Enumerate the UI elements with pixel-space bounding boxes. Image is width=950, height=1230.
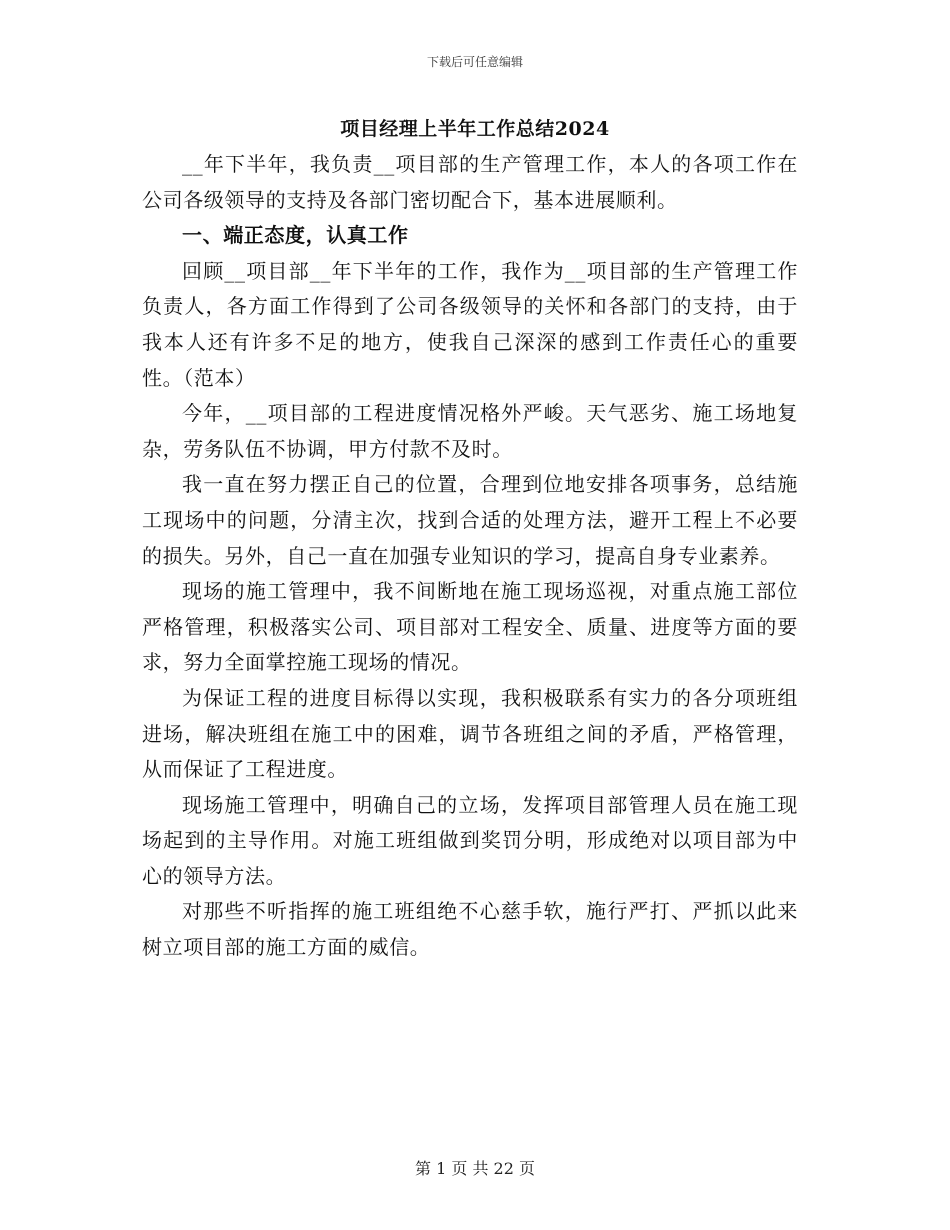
paragraph-progress: 今年，__项目部的工程进度情况格外严峻。天气恶劣、施工场地复杂，劳务队伍不协调，甲方付款不及时。 [142,401,798,461]
section-heading-1: 一、端正态度，认真工作 [182,223,409,248]
paragraph-position: 我一直在努力摆正自己的位置，合理到位地安排各项事务，总结施工现场中的问题，分清主次，找到合适的处理方法，避开工程上不必要的损失。另外，自己一直在加强专业知识的学习，提高自身专业素养。 [142,472,798,568]
page-number: 第 1 页 共 22 页 [415,1159,535,1178]
paragraph-site-management: 现场的施工管理中，我不间断地在施工现场巡视，对重点施工部位严格管理，积极落实公司、项目部对工程安全、质量、进度等方面的要求，努力全面掌控施工现场的情况。 [142,579,798,675]
paragraph-intro: __年下半年，我负责__项目部的生产管理工作，本人的各项工作在公司各级领导的支持及各部门密切配合下，基本进展顺利。 [142,152,798,212]
document-title: 项目经理上半年工作总结2024 [340,118,610,140]
page-header-note: 下载后可任意编辑 [426,55,523,69]
paragraph-review: 回顾__项目部__年下半年的工作，我作为__项目部的生产管理工作负责人，各方面工作得到了公司各级领导的关怀和各部门的支持，由于我本人还有许多不足的地方，使我自己深深的感到工作责任心的重要性。（范本） [142,258,798,390]
paragraph-schedule: 为保证工程的进度目标得以实现，我积极联系有实力的各分项班组进场，解决班组在施工中的困难，调节各班组之间的矛盾，严格管理，从而保证了工程进度。 [142,685,798,782]
paragraph-discipline: 对那些不听指挥的施工班组绝不心慈手软，施行严打、严抓以此来树立项目部的施工方面的威信。 [142,899,798,960]
paragraph-leadership: 现场施工管理中，明确自己的立场，发挥项目部管理人员在施工现场起到的主导作用。对施工班组做到奖罚分明，形成绝对以项目部为中心的领导方法。 [142,792,798,888]
document-body [142,147,798,966]
